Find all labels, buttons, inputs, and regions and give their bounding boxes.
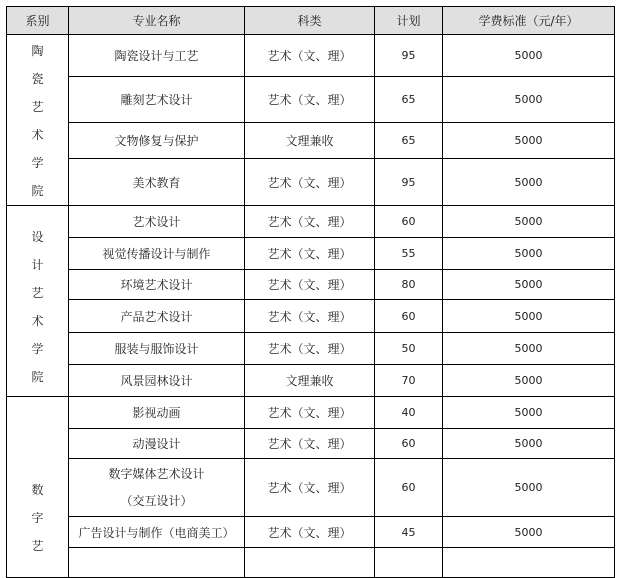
fee-cell: 5000 [443, 429, 615, 459]
major-cell [69, 459, 245, 517]
major-line2: （交互设计） [120, 493, 193, 508]
plan-cell: 60 [375, 300, 443, 333]
major-cell: 文物修复与保护 [69, 123, 245, 159]
category-cell: 艺术（文、理） [245, 397, 375, 429]
major-cell: 广告设计与制作（电商美工） [69, 517, 245, 548]
plan-cell: 55 [375, 238, 443, 270]
fee-cell: 5000 [443, 365, 615, 397]
fee-cell: 5000 [443, 397, 615, 429]
category-cell: 艺术（文、理） [245, 459, 375, 517]
plan-cell [375, 548, 443, 578]
category-cell: 艺术（文、理） [245, 238, 375, 270]
table-row [7, 206, 615, 238]
table-row [7, 238, 615, 270]
header-plan: 计划 [375, 7, 443, 35]
table-row [7, 77, 615, 123]
table-row [7, 365, 615, 397]
header-major: 专业名称 [69, 7, 245, 35]
major-line1: 数字媒体艺术设计 [108, 466, 205, 481]
major-cell: 风景园林设计 [69, 365, 245, 397]
enrollment-plan-table [6, 6, 615, 578]
category-cell: 艺术（文、理） [245, 517, 375, 548]
major-cell: 产品艺术设计 [69, 300, 245, 333]
fee-cell: 5000 [443, 238, 615, 270]
plan-cell: 45 [375, 517, 443, 548]
plan-cell: 60 [375, 459, 443, 517]
plan-cell: 65 [375, 123, 443, 159]
header-dept: 系别 [7, 7, 69, 35]
category-cell: 文理兼收 [245, 123, 375, 159]
category-cell: 艺术（文、理） [245, 429, 375, 459]
plan-cell: 80 [375, 270, 443, 300]
plan-cell: 60 [375, 206, 443, 238]
table-row [7, 397, 615, 429]
major-cell: 影视动画 [69, 397, 245, 429]
table-row [7, 159, 615, 206]
plan-cell: 95 [375, 159, 443, 206]
table-row [7, 548, 615, 578]
plan-cell: 65 [375, 77, 443, 123]
fee-cell: 5000 [443, 300, 615, 333]
major-cell: 视觉传播设计与制作 [69, 238, 245, 270]
fee-cell: 5000 [443, 333, 615, 365]
dept-cell [7, 397, 69, 578]
major-cell: 陶瓷设计与工艺 [69, 35, 245, 77]
category-cell [245, 548, 375, 578]
major-cell: 雕刻艺术设计 [69, 77, 245, 123]
table-row [7, 300, 615, 333]
major-cell: 环境艺术设计 [69, 270, 245, 300]
major-cell: 美术教育 [69, 159, 245, 206]
fee-cell: 5000 [443, 270, 615, 300]
fee-cell: 5000 [443, 517, 615, 548]
dept-name: 数字艺 [31, 483, 44, 553]
plan-cell: 70 [375, 365, 443, 397]
category-cell: 艺术（文、理） [245, 333, 375, 365]
fee-cell: 5000 [443, 459, 615, 517]
plan-cell: 50 [375, 333, 443, 365]
header-fee: 学费标准（元/年） [443, 7, 615, 35]
table-row [7, 333, 615, 365]
category-cell: 文理兼收 [245, 365, 375, 397]
major-cell [69, 548, 245, 578]
major-cell: 动漫设计 [69, 429, 245, 459]
fee-cell: 5000 [443, 206, 615, 238]
table-row [7, 429, 615, 459]
fee-cell [443, 548, 615, 578]
table-row [7, 270, 615, 300]
fee-cell: 5000 [443, 77, 615, 123]
plan-cell: 40 [375, 397, 443, 429]
header-row [7, 7, 615, 35]
category-cell: 艺术（文、理） [245, 159, 375, 206]
plan-cell: 60 [375, 429, 443, 459]
fee-cell: 5000 [443, 159, 615, 206]
category-cell: 艺术（文、理） [245, 206, 375, 238]
dept-name: 陶瓷艺术学院 [31, 44, 44, 198]
table-row [7, 517, 615, 548]
dept-cell [7, 206, 69, 397]
category-cell: 艺术（文、理） [245, 35, 375, 77]
dept-name: 设计艺术学院 [31, 230, 44, 384]
table-row [7, 123, 615, 159]
table-row [7, 35, 615, 77]
major-cell: 艺术设计 [69, 206, 245, 238]
dept-cell [7, 35, 69, 206]
fee-cell: 5000 [443, 35, 615, 77]
major-cell: 服装与服饰设计 [69, 333, 245, 365]
header-category: 科类 [245, 7, 375, 35]
plan-cell: 95 [375, 35, 443, 77]
category-cell: 艺术（文、理） [245, 77, 375, 123]
category-cell: 艺术（文、理） [245, 300, 375, 333]
fee-cell: 5000 [443, 123, 615, 159]
category-cell: 艺术（文、理） [245, 270, 375, 300]
table-row [7, 459, 615, 517]
